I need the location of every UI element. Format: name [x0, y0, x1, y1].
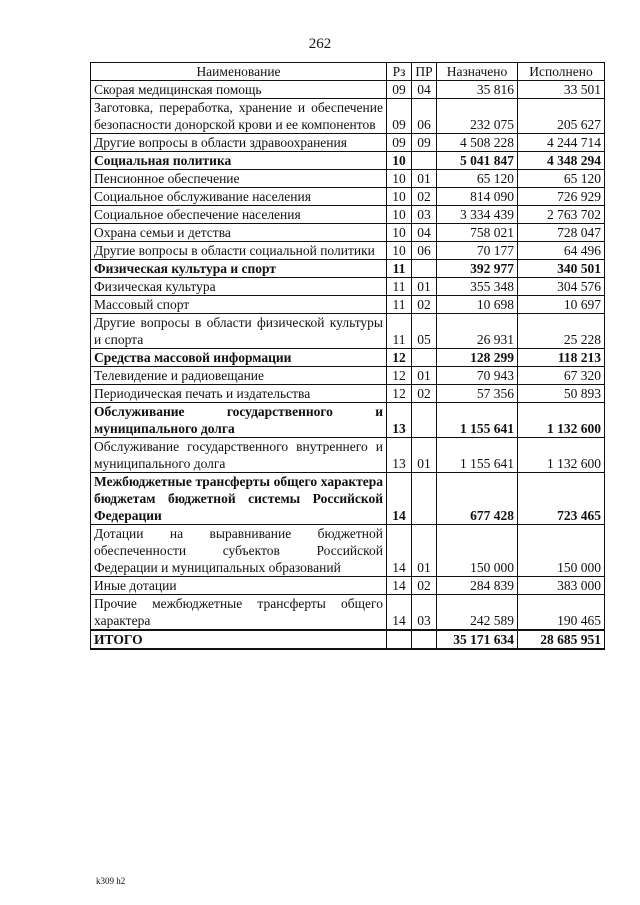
row-name: Обслуживание государственного внутреннего и муниципального долга: [91, 438, 387, 473]
table-body: [91, 81, 605, 631]
table-row: [91, 170, 605, 188]
row-name: Обслуживание государственного и муниципального долга: [91, 403, 387, 438]
total-pr-cell: [412, 630, 437, 649]
row-name: Средства массовой информации: [91, 349, 387, 367]
header-executed: Исполнено: [518, 63, 605, 81]
row-rz: 12: [387, 367, 412, 385]
row-rz: 10: [387, 206, 412, 224]
row-assigned: 392 977: [437, 260, 518, 278]
row-name: Дотации на выравнивание бюджетной обеспеченности субъектов Российской Федерации и муниципальных образований: [91, 525, 387, 577]
footer-code: k309 h2: [96, 876, 126, 886]
row-executed: 383 000: [518, 577, 605, 595]
header-rz: Рз: [387, 63, 412, 81]
row-executed: 65 120: [518, 170, 605, 188]
row-rz: 10: [387, 242, 412, 260]
row-pr: 01: [412, 170, 437, 188]
row-executed: 25 228: [518, 314, 605, 349]
row-name: Скорая медицинская помощь: [91, 81, 387, 99]
row-assigned: 4 508 228: [437, 134, 518, 152]
row-pr: [412, 473, 437, 525]
row-pr: 04: [412, 81, 437, 99]
row-rz: 14: [387, 577, 412, 595]
row-pr: 01: [412, 278, 437, 296]
row-rz: 11: [387, 296, 412, 314]
row-rz: 10: [387, 188, 412, 206]
row-executed: 205 627: [518, 99, 605, 134]
row-name: Физическая культура: [91, 278, 387, 296]
row-executed: 10 697: [518, 296, 605, 314]
row-executed: 1 132 600: [518, 403, 605, 438]
row-rz: 11: [387, 314, 412, 349]
row-name: Пенсионное обеспечение: [91, 170, 387, 188]
row-rz: 10: [387, 170, 412, 188]
row-assigned: 758 021: [437, 224, 518, 242]
row-pr: 02: [412, 188, 437, 206]
row-rz: 10: [387, 152, 412, 170]
row-rz: 14: [387, 595, 412, 631]
row-executed: 304 576: [518, 278, 605, 296]
row-assigned: 70 177: [437, 242, 518, 260]
total-executed: 28 685 951: [518, 630, 605, 649]
row-executed: 728 047: [518, 224, 605, 242]
row-executed: 150 000: [518, 525, 605, 577]
row-pr: 05: [412, 314, 437, 349]
table-row: [91, 224, 605, 242]
table-row: [91, 595, 605, 631]
header-assigned: Назначено: [437, 63, 518, 81]
row-assigned: 814 090: [437, 188, 518, 206]
row-pr: 06: [412, 242, 437, 260]
row-assigned: 35 816: [437, 81, 518, 99]
table-row: [91, 473, 605, 525]
row-name: Телевидение и радиовещание: [91, 367, 387, 385]
row-rz: 12: [387, 349, 412, 367]
row-executed: 190 465: [518, 595, 605, 631]
row-rz: 13: [387, 438, 412, 473]
row-name: Социальное обслуживание населения: [91, 188, 387, 206]
row-name: Другие вопросы в области здравоохранения: [91, 134, 387, 152]
row-name: Социальное обеспечение населения: [91, 206, 387, 224]
row-name: Охрана семьи и детства: [91, 224, 387, 242]
row-executed: 340 501: [518, 260, 605, 278]
row-pr: 03: [412, 206, 437, 224]
row-rz: 14: [387, 473, 412, 525]
row-pr: 02: [412, 577, 437, 595]
table-row: [91, 188, 605, 206]
row-assigned: 232 075: [437, 99, 518, 134]
row-assigned: 150 000: [437, 525, 518, 577]
row-pr: [412, 349, 437, 367]
row-rz: 12: [387, 385, 412, 403]
row-rz: 09: [387, 81, 412, 99]
total-rz-cell: [387, 630, 412, 649]
header-name: Наименование: [91, 63, 387, 81]
table-row: [91, 278, 605, 296]
row-assigned: 26 931: [437, 314, 518, 349]
table-row: [91, 206, 605, 224]
table-row: [91, 260, 605, 278]
row-name: Другие вопросы в области социальной политики: [91, 242, 387, 260]
table-row: [91, 242, 605, 260]
table-row: [91, 134, 605, 152]
row-assigned: 3 334 439: [437, 206, 518, 224]
total-row: [91, 630, 605, 649]
row-assigned: 1 155 641: [437, 438, 518, 473]
total-assigned: 35 171 634: [437, 630, 518, 649]
header-pr: ПР: [412, 63, 437, 81]
row-executed: 4 244 714: [518, 134, 605, 152]
row-pr: 04: [412, 224, 437, 242]
row-executed: 4 348 294: [518, 152, 605, 170]
row-executed: 33 501: [518, 81, 605, 99]
row-pr: [412, 152, 437, 170]
row-rz: 09: [387, 99, 412, 134]
row-rz: 11: [387, 260, 412, 278]
table-row: [91, 349, 605, 367]
table-row: [91, 577, 605, 595]
row-name: Иные дотации: [91, 577, 387, 595]
row-executed: 2 763 702: [518, 206, 605, 224]
row-assigned: 355 348: [437, 278, 518, 296]
row-name: Межбюджетные трансферты общего характера бюджетам бюджетной системы Российской Федерации: [91, 473, 387, 525]
row-executed: 118 213: [518, 349, 605, 367]
table-header-row: [91, 63, 605, 81]
row-executed: 64 496: [518, 242, 605, 260]
row-assigned: 242 589: [437, 595, 518, 631]
table-row: [91, 403, 605, 438]
table-row: [91, 152, 605, 170]
row-pr: 02: [412, 385, 437, 403]
row-pr: 03: [412, 595, 437, 631]
row-pr: 06: [412, 99, 437, 134]
row-name: Другие вопросы в области физической культуры и спорта: [91, 314, 387, 349]
row-rz: 10: [387, 224, 412, 242]
row-pr: [412, 260, 437, 278]
row-executed: 1 132 600: [518, 438, 605, 473]
table-row: [91, 99, 605, 134]
table-row: [91, 438, 605, 473]
row-rz: 14: [387, 525, 412, 577]
row-executed: 723 465: [518, 473, 605, 525]
row-name: Физическая культура и спорт: [91, 260, 387, 278]
table-row: [91, 296, 605, 314]
row-assigned: 57 356: [437, 385, 518, 403]
table-row: [91, 314, 605, 349]
row-rz: 09: [387, 134, 412, 152]
budget-table: [90, 62, 605, 650]
row-assigned: 5 041 847: [437, 152, 518, 170]
table-row: [91, 81, 605, 99]
row-assigned: 1 155 641: [437, 403, 518, 438]
row-pr: 02: [412, 296, 437, 314]
row-assigned: 70 943: [437, 367, 518, 385]
row-pr: 01: [412, 438, 437, 473]
row-pr: 01: [412, 367, 437, 385]
row-name: Социальная политика: [91, 152, 387, 170]
row-assigned: 284 839: [437, 577, 518, 595]
total-label: ИТОГО: [91, 630, 387, 649]
row-pr: 09: [412, 134, 437, 152]
table-row: [91, 525, 605, 577]
table-row: [91, 367, 605, 385]
row-name: Периодическая печать и издательства: [91, 385, 387, 403]
table-row: [91, 385, 605, 403]
row-rz: 11: [387, 278, 412, 296]
row-executed: 50 893: [518, 385, 605, 403]
row-name: Массовый спорт: [91, 296, 387, 314]
row-assigned: 65 120: [437, 170, 518, 188]
row-pr: 01: [412, 525, 437, 577]
row-executed: 726 929: [518, 188, 605, 206]
row-name: Заготовка, переработка, хранение и обеспечение безопасности донорской крови и ее компонентов: [91, 99, 387, 134]
row-name: Прочие межбюджетные трансферты общего характера: [91, 595, 387, 631]
row-rz: 13: [387, 403, 412, 438]
row-assigned: 128 299: [437, 349, 518, 367]
row-executed: 67 320: [518, 367, 605, 385]
row-assigned: 10 698: [437, 296, 518, 314]
row-assigned: 677 428: [437, 473, 518, 525]
page-number: 262: [308, 36, 332, 52]
row-pr: [412, 403, 437, 438]
